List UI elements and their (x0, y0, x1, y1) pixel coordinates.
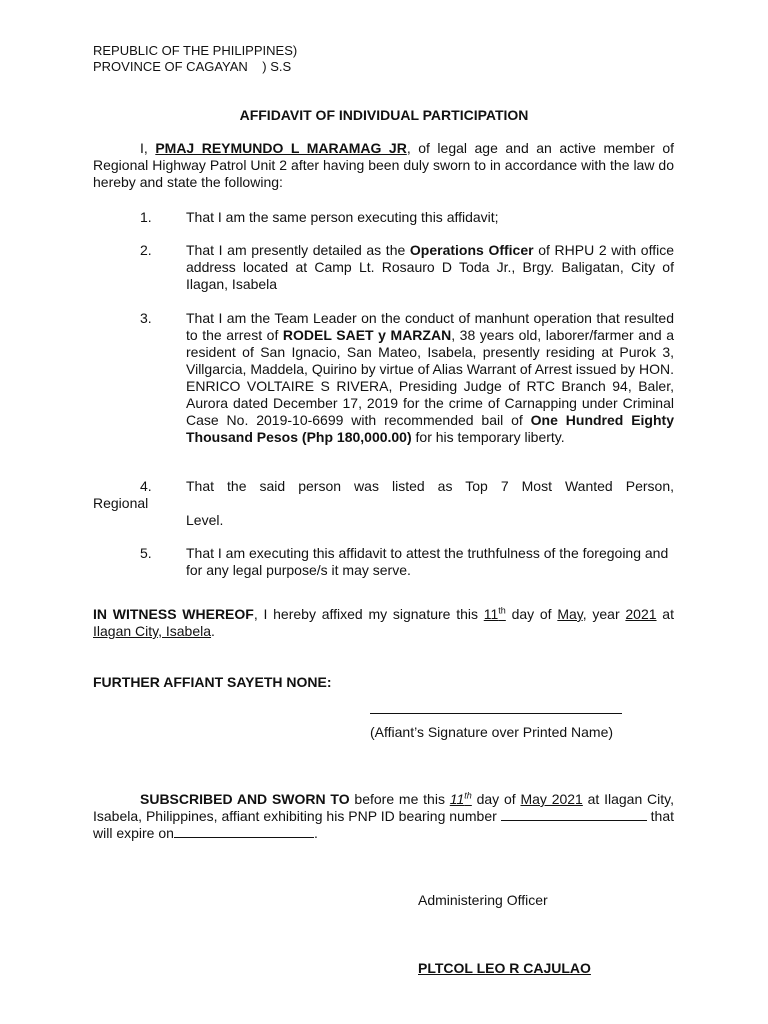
jurat-paragraph (93, 791, 674, 842)
venue-line-country: REPUBLIC OF THE PHILIPPINES) (93, 43, 298, 58)
affiant-name: PMAJ REYMUNDO L MARAMAG JR (155, 140, 407, 156)
item-text: That I am executing this affidavit to attest the truthfulness of the foregoing and for any legal purpose/s it may serve. (186, 545, 669, 578)
witness-day (484, 606, 506, 622)
witness-text: . (211, 623, 215, 639)
witness-lead: IN WITNESS WHEREOF (93, 606, 254, 622)
item-text-part: , 38 years old, laborer/farmer and a resident of San Ignacio, San Mateo, Isabela, presently residing at Purok 3, Villgarcia, Maddela, Quirino by virtue of Alias Warrant of Arrest issued by HON. ENRICO VOLTAIRE S RIVERA, Presiding Judge of RTC Branch 94, Baler, Aurora dated December 17, 2019 for the crime of Carnapping under Criminal Case No. 2019-10-6699 with recommended bail of (186, 327, 674, 428)
administering-officer-label: Administering Officer (418, 892, 548, 908)
jurat-text: . (313, 825, 318, 841)
witness-paragraph (93, 606, 674, 640)
item-text: That I am the same person executing this affidavit; (186, 209, 499, 225)
list-item (0, 478, 768, 538)
witness-day-number: 11 (483, 606, 499, 622)
jurat-date: May 2021 (520, 791, 583, 807)
item-text (186, 310, 674, 446)
item-text-part: That I am presently detailed as the (186, 242, 410, 258)
jurat-text: before me this (349, 791, 450, 807)
item-number: 2. (140, 242, 152, 258)
item-number: 5. (140, 545, 152, 561)
witness-day-suffix: th (498, 605, 506, 616)
witness-place: Ilagan City, Isabela (93, 623, 212, 639)
position-title: Operations Officer (409, 242, 534, 258)
expiry-date-blank (174, 825, 314, 838)
item-number: 1. (140, 209, 152, 225)
item-text-part: That I am the Team Leader on the conduct of manhunt operation that resulted to the arrest of (186, 310, 674, 343)
witness-text: day of (505, 606, 558, 622)
item-text-overflow: Regional (93, 495, 149, 511)
witness-text: , I hereby affixed my signature this (253, 606, 484, 622)
item-number: 3. (140, 310, 152, 326)
document-title: AFFIDAVIT OF INDIVIDUAL PARTICIPATION (239, 107, 529, 123)
venue-header (93, 43, 393, 75)
jurat-text: that will expire on (93, 808, 674, 841)
item-text: That the said person was listed as Top 7 Most Wanted Person, (186, 478, 674, 494)
jurat-text: day of (471, 791, 521, 807)
jurat-day (450, 791, 472, 807)
affiant-signature-line (370, 711, 622, 714)
officer-name: PLTCOL LEO R CAJULAO (418, 960, 591, 976)
item-text (186, 242, 674, 293)
item-number: 4. (140, 478, 152, 494)
jurat-day-number: 11 (449, 791, 465, 807)
witness-text: at (656, 606, 674, 622)
pnp-id-number-blank (501, 808, 647, 821)
venue-line-province: PROVINCE OF CAGAYAN ) S.S (93, 59, 292, 74)
item-text-continuation: Level. (186, 512, 224, 528)
witness-text: , year (582, 606, 626, 622)
affiant-signature-caption: (Affiant’s Signature over Printed Name) (370, 724, 614, 740)
intro-rest: , of legal age and an active member of Regional Highway Patrol Unit 2 after having been duly sworn to in accordance with the law do hereby and state the following: (93, 140, 674, 190)
further-affiant-statement: FURTHER AFFIANT SAYETH NONE: (93, 674, 332, 690)
jurat-lead: SUBSCRIBED AND SWORN TO (140, 791, 350, 807)
item-text-part: for his temporary liberty. (411, 429, 565, 445)
witness-year: 2021 (625, 606, 657, 622)
arrested-person-name: RODEL SAET y MARZAN (282, 327, 452, 343)
intro-paragraph (93, 140, 674, 191)
witness-month: May (557, 606, 583, 622)
jurat-day-suffix: th (464, 790, 472, 801)
jurat-text: at Ilagan City, Isabela, Philippines, affiant exhibiting his PNP ID bearing number (93, 791, 675, 824)
item-text-part: of RHPU 2 with office address located at Camp Lt. Rosauro D Toda Jr., Brgy. Baligatan, City of Ilagan, Isabela (186, 242, 674, 292)
bail-amount: One Hundred Eighty Thousand Pesos (Php 180,000.00) (186, 412, 674, 445)
intro-prefix: I, (140, 140, 156, 156)
